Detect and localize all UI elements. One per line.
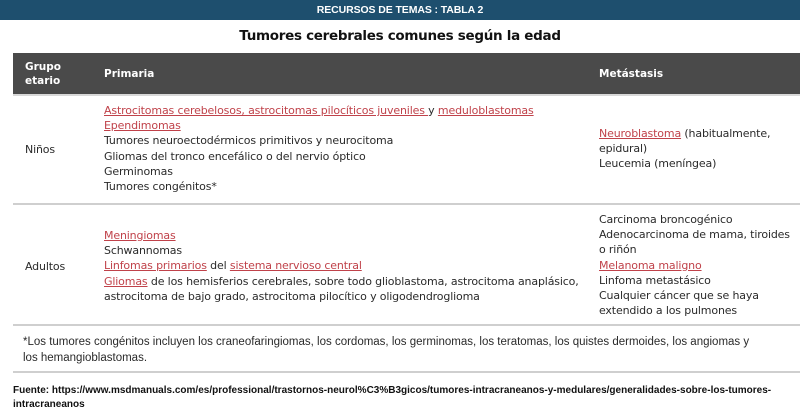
- column-header-metastasis: Metástasis: [599, 68, 664, 80]
- primary-line: [104, 274, 584, 289]
- table-title: Tumores cerebrales comunes según la edad: [239, 28, 561, 44]
- neuroblastoma-link[interactable]: Neuroblastoma: [599, 127, 682, 140]
- metastasis-cell: [599, 126, 799, 172]
- metastasis-line: o riñón: [599, 243, 637, 257]
- metastasis-line: extendido a los pulmones: [599, 304, 737, 318]
- gliomas-description: de los hemisferios cerebrales, sobre todo glioblastoma, astrocitoma anaplásico,: [147, 274, 579, 288]
- metastasis-line: Cualquier cáncer que se haya: [599, 289, 759, 303]
- metastasis-line: Linfoma metastásico: [599, 273, 711, 287]
- footnote-text: [23, 334, 788, 366]
- column-header-age-group-line2: etario: [25, 75, 61, 87]
- source-line: intracraneanos: [13, 399, 85, 410]
- ependymomas-link[interactable]: Ependimomas: [104, 119, 181, 133]
- column-header-age-group: [25, 60, 85, 88]
- primary-cell: [104, 228, 584, 304]
- primary-cell: [104, 103, 584, 194]
- table-row-children: [13, 96, 800, 205]
- column-header-primary: Primaria: [104, 68, 155, 80]
- age-group-cell: Adultos: [25, 260, 66, 273]
- source-citation: [13, 384, 793, 412]
- metastasis-line: [599, 126, 799, 141]
- primary-line: Tumores neuroectodérmicos primitivos y neurocitoma: [104, 134, 394, 148]
- metastasis-line: [599, 258, 799, 273]
- column-header-age-group-line1: Grupo: [25, 61, 62, 73]
- primary-line: Gliomas del tronco encefálico o del nervio óptico: [104, 149, 366, 163]
- metastasis-line: Carcinoma broncogénico: [599, 213, 733, 226]
- malignant-melanoma-link[interactable]: Melanoma maligno: [599, 258, 702, 272]
- table-header: [13, 53, 800, 96]
- primary-line: [104, 118, 584, 133]
- footnote-line: los hemangioblastomas.: [23, 352, 148, 364]
- table-footnote: [13, 326, 800, 373]
- primary-line: [104, 258, 584, 273]
- primary-line: [104, 103, 584, 118]
- table-row-adults: [13, 205, 800, 326]
- metastasis-line: epidural): [599, 142, 648, 156]
- metastasis-line: Adenocarcinoma de mama, tiroides: [599, 228, 790, 242]
- metastasis-line: Leucemia (meníngea): [599, 157, 717, 171]
- metastasis-note: (habitualmente,: [681, 127, 771, 140]
- primary-line: astrocitoma de bajo grado, astrocitoma pilocítico y oligodendroglioma: [104, 289, 480, 303]
- astrocytomas-link[interactable]: Astrocitomas cerebelosos, astrocitomas pilocíticos juveniles: [104, 104, 429, 117]
- topic-resources-banner: RECURSOS DE TEMAS : TABLA 2: [0, 0, 800, 20]
- primary-lymphomas-link[interactable]: Linfomas primarios: [104, 259, 207, 273]
- primary-line: Tumores congénitos*: [104, 180, 217, 194]
- primary-line: Germinomas: [104, 164, 173, 178]
- source-line: Fuente: https://www.msdmanuals.com/es/professional/trastornos-neurol%C3%B3gicos/tumores-intracraneanos-y-medulares/generalidades-sobre-los-tumores-: [13, 385, 772, 396]
- meningiomas-link[interactable]: Meningiomas: [104, 229, 176, 242]
- primary-line: Schwannomas: [104, 244, 182, 258]
- metastasis-cell: [599, 212, 799, 318]
- gliomas-link[interactable]: Gliomas: [104, 274, 148, 288]
- conjunction-text: y: [428, 104, 438, 117]
- central-nervous-system-link[interactable]: sistema nervioso central: [229, 259, 362, 273]
- medulloblastomas-link[interactable]: meduloblastomas: [437, 104, 534, 117]
- footnote-line: *Los tumores congénitos incluyen los craneofaringiomas, los cordomas, los germinomas, los teratomas, los quistes dermoides, los angiomas y: [23, 336, 750, 348]
- primary-line: [104, 228, 584, 243]
- age-group-cell: Niños: [25, 143, 55, 156]
- connector-text: del: [206, 259, 230, 273]
